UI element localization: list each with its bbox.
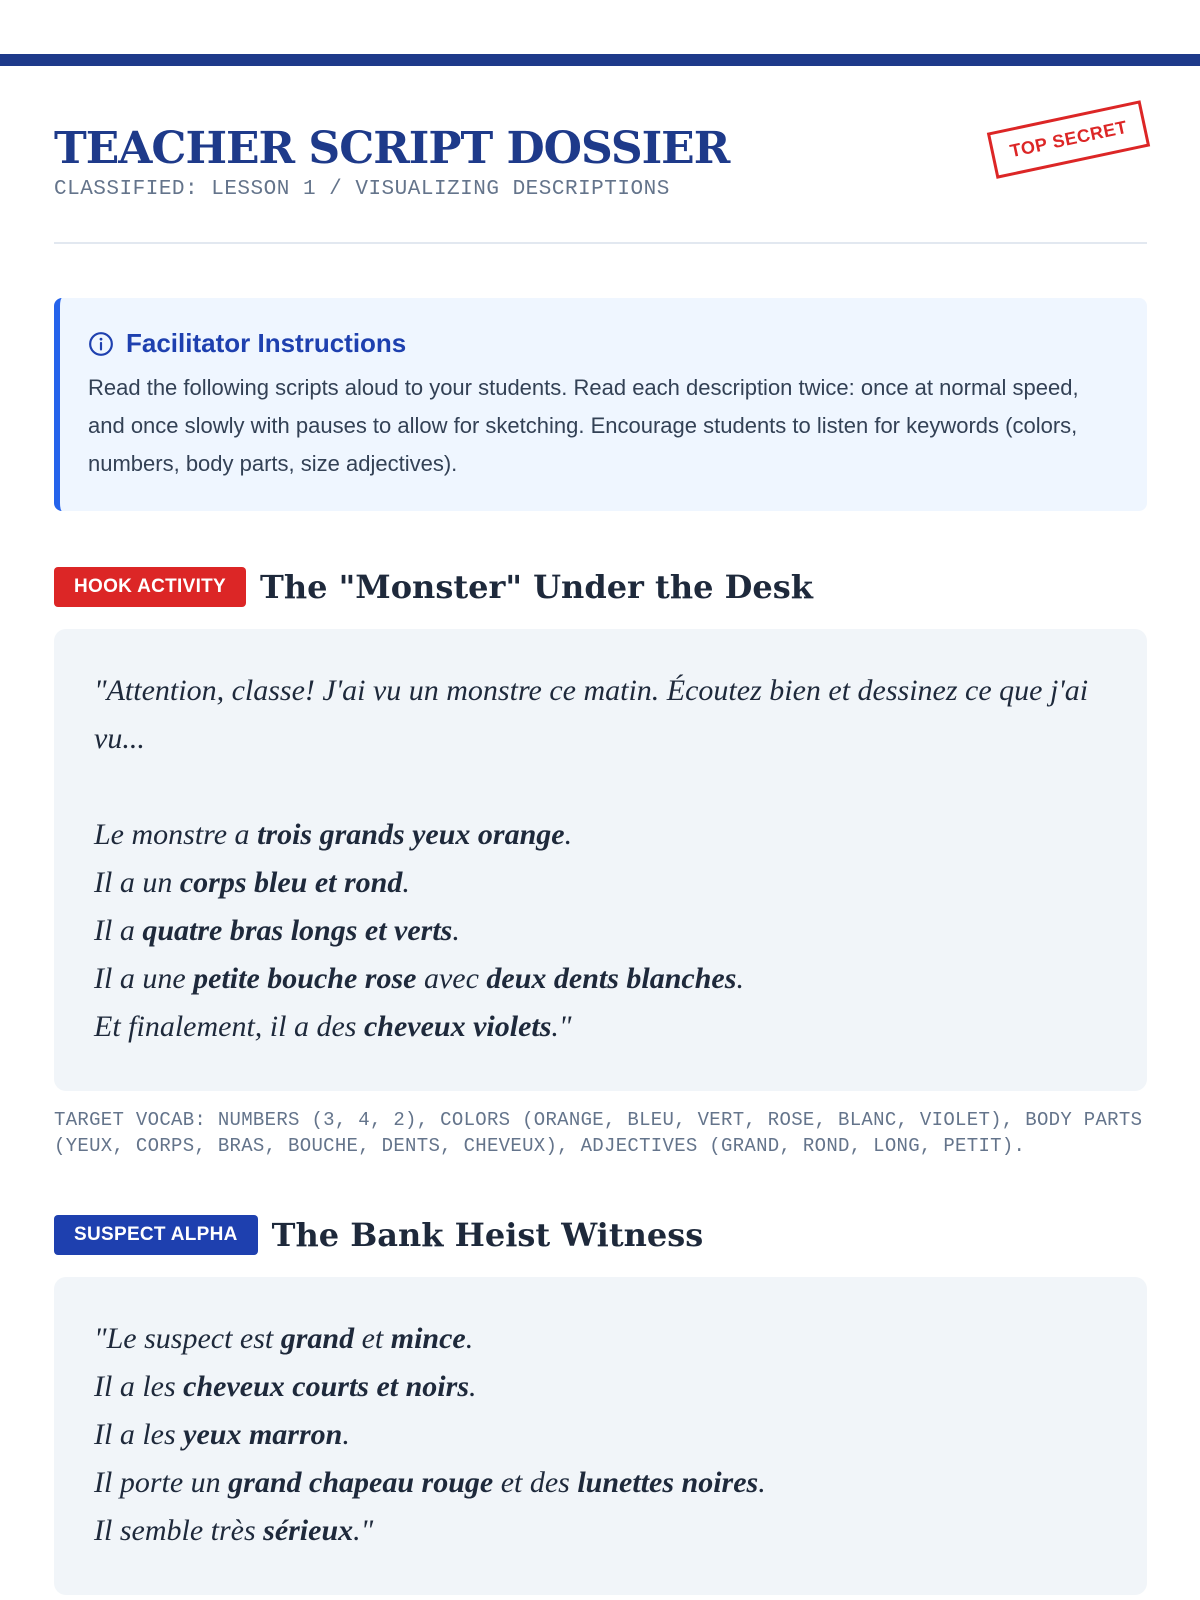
script-text: Il semble très bbox=[94, 1514, 264, 1547]
keyword: trois grands yeux orange bbox=[257, 818, 565, 851]
suspect-section-title: The Bank Heist Witness bbox=[271, 1216, 704, 1254]
page-subtitle: CLASSIFIED: LESSON 1 / VISUALIZING DESCRIPTIONS bbox=[54, 178, 670, 201]
spacer bbox=[94, 763, 1107, 811]
script-text: ." bbox=[353, 1514, 374, 1547]
info-icon bbox=[88, 331, 114, 357]
script-line bbox=[94, 859, 1107, 907]
script-text: . bbox=[564, 818, 573, 851]
keyword: sérieux bbox=[263, 1514, 354, 1547]
script-text: Le monstre a bbox=[94, 818, 258, 851]
script-text: et bbox=[354, 1322, 391, 1355]
script-text: Il a bbox=[94, 914, 143, 947]
target-vocab: TARGET VOCAB: NUMBERS (3, 4, 2), COLORS (ORANGE, BLEU, VERT, ROSE, BLANC, VIOLET), BODY PARTS (YEUX, CORPS, BRAS, BOUCHE, DENTS, CHEVEUX), ADJECTIVES (GRAND, ROND, LONG, PETIT). bbox=[54, 1109, 1143, 1157]
keyword: deux dents blanches bbox=[486, 962, 737, 995]
script-text: . bbox=[736, 962, 744, 995]
keyword: cheveux violets bbox=[363, 1010, 552, 1043]
script-text: Il a les bbox=[94, 1418, 184, 1451]
script-text: Il a une bbox=[94, 962, 194, 995]
suspect-script bbox=[54, 1277, 1147, 1595]
script-text: et des bbox=[493, 1466, 578, 1499]
keyword: mince bbox=[390, 1322, 466, 1355]
hook-section-header bbox=[54, 567, 1147, 607]
script-line bbox=[94, 1507, 1107, 1555]
top-accent-bar bbox=[0, 54, 1200, 66]
script-text: . bbox=[402, 866, 410, 899]
instructions-header bbox=[88, 328, 1117, 359]
keyword: quatre bras longs et verts bbox=[142, 914, 453, 947]
keyword: petite bouche rose bbox=[193, 962, 417, 995]
script-line bbox=[94, 1363, 1107, 1411]
script-text: . bbox=[758, 1466, 766, 1499]
script-line bbox=[94, 811, 1107, 859]
keyword: cheveux courts et noirs bbox=[183, 1370, 469, 1403]
script-text: . bbox=[342, 1418, 350, 1451]
script-text: "Le suspect est bbox=[94, 1322, 281, 1355]
script-line bbox=[94, 907, 1107, 955]
keyword: corps bleu et rond bbox=[179, 866, 403, 899]
script-text: avec bbox=[416, 962, 487, 995]
hook-section-title: The "Monster" Under the Desk bbox=[260, 568, 813, 606]
keyword: yeux marron bbox=[183, 1418, 343, 1451]
hook-intro: "Attention, classe! J'ai vu un monstre ce matin. Écoutez bien et dessinez ce que j'ai vu... bbox=[94, 674, 1089, 755]
suspect-alpha-badge: SUSPECT ALPHA bbox=[54, 1215, 258, 1255]
dossier-page bbox=[54, 66, 1147, 1595]
keyword: lunettes noires bbox=[577, 1466, 759, 1499]
script-line bbox=[94, 1411, 1107, 1459]
hook-script bbox=[54, 629, 1147, 1091]
script-text: Il porte un bbox=[94, 1466, 229, 1499]
page-title: TEACHER SCRIPT DOSSIER bbox=[54, 123, 730, 174]
script-line bbox=[94, 1003, 1107, 1051]
script-line bbox=[94, 1315, 1107, 1363]
script-text: . bbox=[465, 1322, 474, 1355]
keyword: grand chapeau rouge bbox=[228, 1466, 494, 1499]
instructions-text: Read the following scripts aloud to your students. Read each description twice: once at normal speed, and once slowly with pauses to allow for sketching. Encourage students to listen for keywords (colors, numbers, body parts, size adjectives). bbox=[88, 375, 1079, 476]
script-text: Il a un bbox=[94, 866, 180, 899]
script-text: . bbox=[469, 1370, 477, 1403]
script-text: ." bbox=[551, 1010, 572, 1043]
script-text: . bbox=[452, 914, 460, 947]
hook-activity-badge: HOOK ACTIVITY bbox=[54, 567, 246, 607]
dossier-header bbox=[54, 66, 1147, 244]
suspect-section-header bbox=[54, 1215, 1147, 1255]
script-text: Il a les bbox=[94, 1370, 184, 1403]
script-text: Et finalement, il a des bbox=[94, 1010, 364, 1043]
script-line bbox=[94, 955, 1107, 1003]
keyword: grand bbox=[280, 1322, 355, 1355]
script-line bbox=[94, 1459, 1107, 1507]
instructions-title: Facilitator Instructions bbox=[126, 328, 407, 358]
top-secret-stamp: TOP SECRET bbox=[986, 100, 1150, 179]
facilitator-instructions bbox=[54, 298, 1147, 511]
